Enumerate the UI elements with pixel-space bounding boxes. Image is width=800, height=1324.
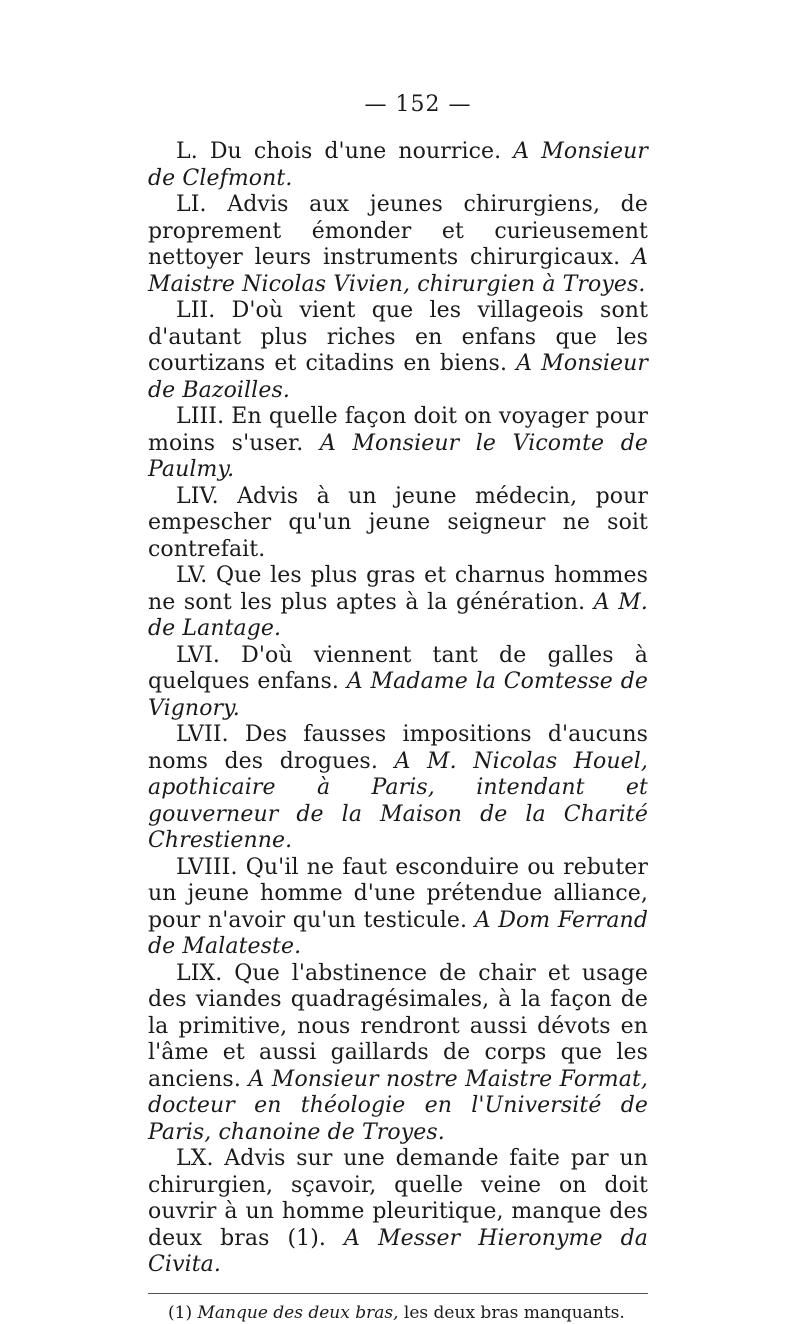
entry <box>148 961 648 1147</box>
entry-number: LIII. <box>176 404 225 429</box>
footnote-emphasis: Manque des deux bras, <box>197 1302 399 1323</box>
entry-number: LVII. <box>176 722 229 747</box>
entry-text: D'où vient que les villageois sont d'autant plus riches en enfans que les courtizans et citadins en biens. <box>148 298 649 376</box>
entry-number: LIX. <box>176 960 223 986</box>
entry <box>148 139 648 192</box>
page-number: — 152 — <box>364 92 472 117</box>
entry-text: En quelle façon doit on voyager pour moins s'user. <box>148 404 648 456</box>
entry-number: LV. <box>176 563 208 588</box>
book-page <box>148 92 648 1324</box>
entry-addressee: A Messer Hieronyme da Civita. <box>148 1225 649 1277</box>
entry-addressee: A Maistre Nicolas Vivien, chirurgien à Troyes. <box>148 245 648 297</box>
entry-number: LX. <box>176 1146 214 1171</box>
entry-number: L. <box>176 139 198 164</box>
entry <box>148 1146 648 1279</box>
entry-text: Advis aux jeunes chirurgiens, de proprement émonder et curieusement nettoyer leurs instruments chirurgicaux. <box>148 192 648 270</box>
entry-text: Du chois d'une nourrice. <box>209 139 502 164</box>
entry-text: Qu'il ne faut esconduire ou rebuter un jeune homme d'une prétendue alliance, pour n'avoir qu'un testicule. <box>148 854 648 933</box>
entry-number: LIV. <box>176 483 219 509</box>
entry-addressee: A Dom Ferrand de Malateste. <box>148 907 649 959</box>
footnote-marker: (1) <box>168 1302 193 1323</box>
entry-text: Que les plus gras et charnus hommes ne sont les plus aptes à la génération. <box>148 563 649 615</box>
footnote <box>148 1302 648 1324</box>
entry <box>148 855 648 961</box>
entry-text: D'où viennent tant de galles à quelques enfans. <box>148 642 649 694</box>
entry-addressee: A M. de Lantage. <box>148 589 648 641</box>
entry-number: LVIII. <box>176 854 238 880</box>
entry-number: LI. <box>176 192 207 217</box>
entry-text: Des fausses impositions d'aucuns noms des drogues. <box>148 722 648 774</box>
entry-addressee: A Monsieur de Clefmont. <box>148 139 649 191</box>
entry <box>148 722 648 855</box>
entry-addressee: A Madame la Comtesse de Vignory. <box>148 669 648 721</box>
entry-addressee: A Monsieur de Bazoilles. <box>148 351 649 403</box>
entry-number: LVI. <box>176 642 220 668</box>
entry-addressee: A Monsieur nostre Maistre Format, docteur en théologie en l'Université de Paris, chanoine de Troyes. <box>148 1066 648 1145</box>
entry <box>148 404 648 484</box>
entry-text: Advis à un jeune médecin, pour empescher qu'un jeune seigneur ne soit contrefait. <box>148 483 648 562</box>
entry-text: Advis sur une demande faite par un chirurgien, sçavoir, quelle veine on doit ouvrir à un homme pleuritique, manque des deux bras (1). <box>148 1146 648 1251</box>
entry <box>148 484 648 564</box>
entry <box>148 563 648 643</box>
entry-number: LII. <box>176 298 216 323</box>
entry-text: Que l'abstinence de chair et usage des viandes quadragésimales, à la façon de la primitive, nous rendront aussi dévots en l'âme et aussi gaillards de corps que les anciens. <box>148 960 649 1092</box>
footnote-text: les deux bras manquants. <box>403 1302 625 1323</box>
entry <box>148 643 648 723</box>
entry-addressee: A Monsieur le Vicomte de Paulmy. <box>148 430 649 482</box>
entry-list <box>148 139 648 1279</box>
entry <box>148 298 648 404</box>
entry-addressee: A M. Nicolas Houel, apothicaire à Paris, intendant et gouverneur de la Maison de la Charité Chrestienne. <box>148 748 648 853</box>
entry <box>148 192 648 298</box>
